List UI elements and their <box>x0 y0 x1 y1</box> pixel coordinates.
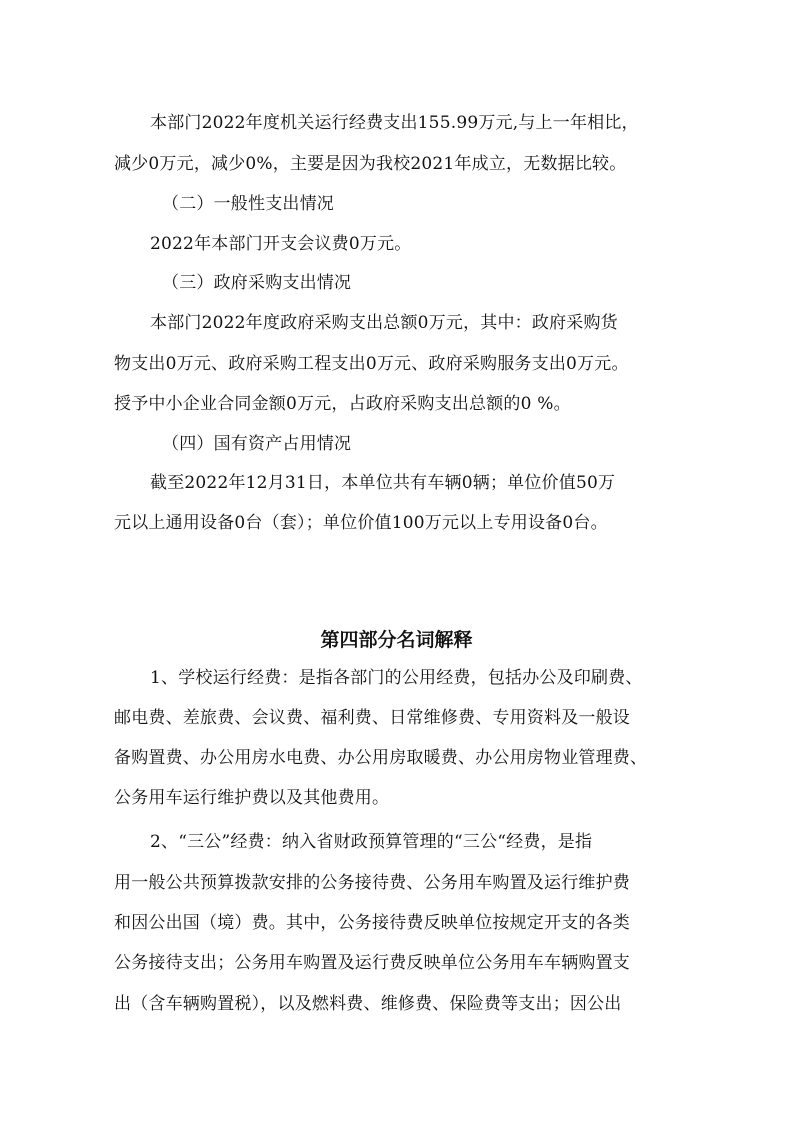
subheading-state-assets: （四）国有资产占用情况 <box>162 434 352 454</box>
paragraph-procurement-line-2: 物支出0万元、政府采购工程支出0万元、政府采购服务支出0万元。 <box>114 354 629 374</box>
glossary-item-2-line-5: 出（含车辆购置税），以及燃料费、维修费、保险费等支出；因公出 <box>114 994 622 1014</box>
glossary-item-2-line-1: 2、“三公”经费：纳入省财政预算管理的“三公“经费，是指 <box>150 832 593 852</box>
glossary-item-1-line-4: 公务用车运行维护费以及其他费用。 <box>114 788 390 808</box>
paragraph-operating-expense-line-2: 减少0万元，减少0%，主要是因为我校2021年成立，无数据比较。 <box>114 154 627 174</box>
glossary-item-2-line-3: 和因公出国（境）费。其中，公务接待费反映单位按规定开支的各类 <box>114 913 630 933</box>
glossary-item-1-line-2: 邮电费、差旅费、会议费、福利费、日常维修费、专用资料及一般设 <box>114 708 630 728</box>
paragraph-operating-expense-line-1: 本部门2022年度机关运行经费支出155.99万元,与上一年相比， <box>150 113 639 133</box>
glossary-item-1-line-1: 1、学校运行经费：是指各部门的公用经费，包括办公及印刷费、 <box>150 668 643 688</box>
subheading-procurement: （三）政府采购支出情况 <box>162 273 352 293</box>
paragraph-meeting-fee: 2022年本部门开支会议费0万元。 <box>150 234 412 254</box>
section-title-glossary: 第四部分名词解释 <box>320 629 473 651</box>
paragraph-assets-line-2: 元以上通用设备0台（套）；单位价值100万元以上专用设备0台。 <box>114 513 608 533</box>
glossary-item-1-line-3: 备购置费、办公用房水电费、办公用房取暖费、办公用房物业管理费、 <box>114 748 648 768</box>
glossary-item-2-line-2: 用一般公共预算拨款安排的公务接待费、公务用车购置及运行维护费 <box>114 873 630 893</box>
glossary-item-2-line-4: 公务接待支出；公务用车购置及运行费反映单位公务用车车辆购置支 <box>114 953 630 973</box>
paragraph-procurement-line-3: 授予中小企业合同金额0万元，占政府采购支出总额的0 %。 <box>114 394 571 414</box>
paragraph-procurement-line-1: 本部门2022年度政府采购支出总额0万元，其中：政府采购货 <box>150 313 618 333</box>
subheading-general-expense: （二）一般性支出情况 <box>162 194 334 214</box>
paragraph-assets-line-1: 截至2022年12月31日，本单位共有车辆0辆；单位价值50万 <box>150 473 616 493</box>
